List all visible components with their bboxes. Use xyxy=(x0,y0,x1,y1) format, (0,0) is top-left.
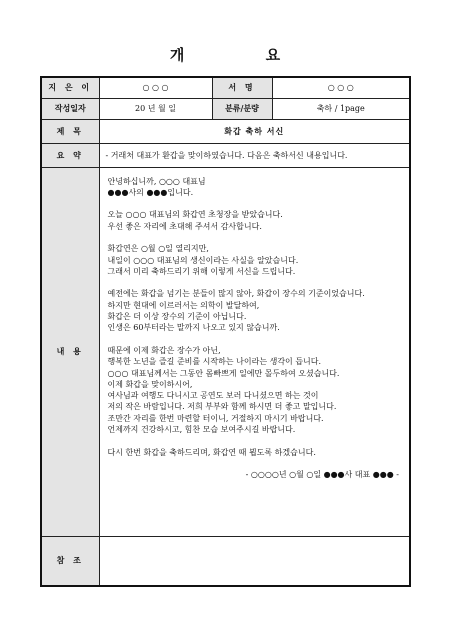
letter-paragraph xyxy=(108,288,404,333)
letter-line: 다시 한번 화갑을 축하드리며, 화갑연 때 뵙도록 하겠습니다. xyxy=(107,447,316,457)
letter-line: 화갑은 더 이상 장수의 기준이 아닙니다. xyxy=(107,312,247,322)
letter-line: ○○○ 대표님께서는 그동안 몸빠쁘게 일에만 몰두하여 오셨습니다. xyxy=(107,368,340,378)
signature-label: 서 명 xyxy=(212,77,272,98)
letter-line: 이제 화갑을 맞이하시어, xyxy=(107,379,193,389)
letter-paragraph xyxy=(108,447,404,458)
content-body xyxy=(99,167,410,536)
subject-row xyxy=(41,119,410,143)
letter-line: 우선 좋은 자리에 초대해 주셔서 감사합니다. xyxy=(107,221,262,231)
summary-label: 요 약 xyxy=(41,143,99,167)
author-row xyxy=(41,77,410,98)
summary-value: - 거래처 대표가 환갑을 맞이하였습니다. 다음은 축하서신 내용입니다. xyxy=(99,143,410,167)
letter-paragraph xyxy=(108,209,404,232)
page-title: 개 요 xyxy=(169,46,319,64)
letter-line: 화갑연은 ○월 ○일 열리지만, xyxy=(107,244,209,254)
subject-label: 제 목 xyxy=(41,119,99,143)
letter-paragraph xyxy=(108,243,404,277)
content-row xyxy=(41,167,410,536)
letter-line: 때문에 이제 화갑은 장수가 아닌, xyxy=(107,345,221,355)
letter-signoff: - ○○○○년 ○월 ○일 ●●●사 대표 ●●● - xyxy=(245,470,399,480)
letter-paragraphs xyxy=(108,176,404,458)
letter-line: 저의 작은 바람입니다. 저희 부부와 함께 하시면 더 좋고 말입니다. xyxy=(107,402,337,412)
letter-line: 인생은 60부터라는 말까지 나오고 있지 않습니까. xyxy=(107,323,280,333)
letter-line: 여사님과 여행도 다니시고 공연도 보러 다니셨으면 하는 것이 xyxy=(107,391,319,401)
letter-line: 안녕하십니까, ○○○ 대표님 xyxy=(107,176,206,186)
letter-line: 행복한 노년을 즐길 준비를 시작하는 나이라는 생각이 듭니다. xyxy=(107,357,322,367)
letter-line: 예전에는 화갑을 넘기는 분들이 많지 않아, 화갑이 장수의 기준이었습니다. xyxy=(107,289,365,299)
category-label: 분류/분량 xyxy=(212,98,272,119)
letter-line: 오늘 ○○○ 대표님의 화갑연 초청장을 받았습니다. xyxy=(107,210,283,220)
letter-line: 내일이 ○○○ 대표님의 생신이라는 사실을 알았습니다. xyxy=(107,255,299,265)
author-value: ○ ○ ○ xyxy=(99,77,212,98)
letter-line: 하지만 현대에 이르러서는 의학이 발달하여, xyxy=(107,300,260,310)
letter-line: 조만간 자리를 한번 마련할 터이니, 거절하지 마시기 바랍니다. xyxy=(107,413,324,423)
author-label: 지 은 이 xyxy=(41,77,99,98)
reference-value xyxy=(99,536,410,586)
category-value: 축하 / 1page xyxy=(272,98,410,119)
date-label: 작성일자 xyxy=(41,98,99,119)
summary-row xyxy=(41,143,410,167)
letter-line: 그래서 미리 축하드리기 위해 이렇게 서신을 드립니다. xyxy=(107,266,296,276)
date-value: 20 년 월 일 xyxy=(99,98,212,119)
letter-paragraph xyxy=(108,176,404,199)
letter-paragraph xyxy=(108,345,404,435)
reference-label: 참 조 xyxy=(41,536,99,586)
letter-line: 언제까지 건강하시고, 힘찬 모습 보여주시길 바랍니다. xyxy=(107,425,296,435)
signature-value: ○ ○ ○ xyxy=(272,77,410,98)
content-label: 내 용 xyxy=(41,167,99,536)
document-summary-table xyxy=(40,76,411,587)
letter-line: ●●●사의 ●●●입니다. xyxy=(107,187,194,197)
subject-value: 화갑 축하 서신 xyxy=(99,119,410,143)
reference-row xyxy=(41,536,410,586)
date-row xyxy=(41,98,410,119)
